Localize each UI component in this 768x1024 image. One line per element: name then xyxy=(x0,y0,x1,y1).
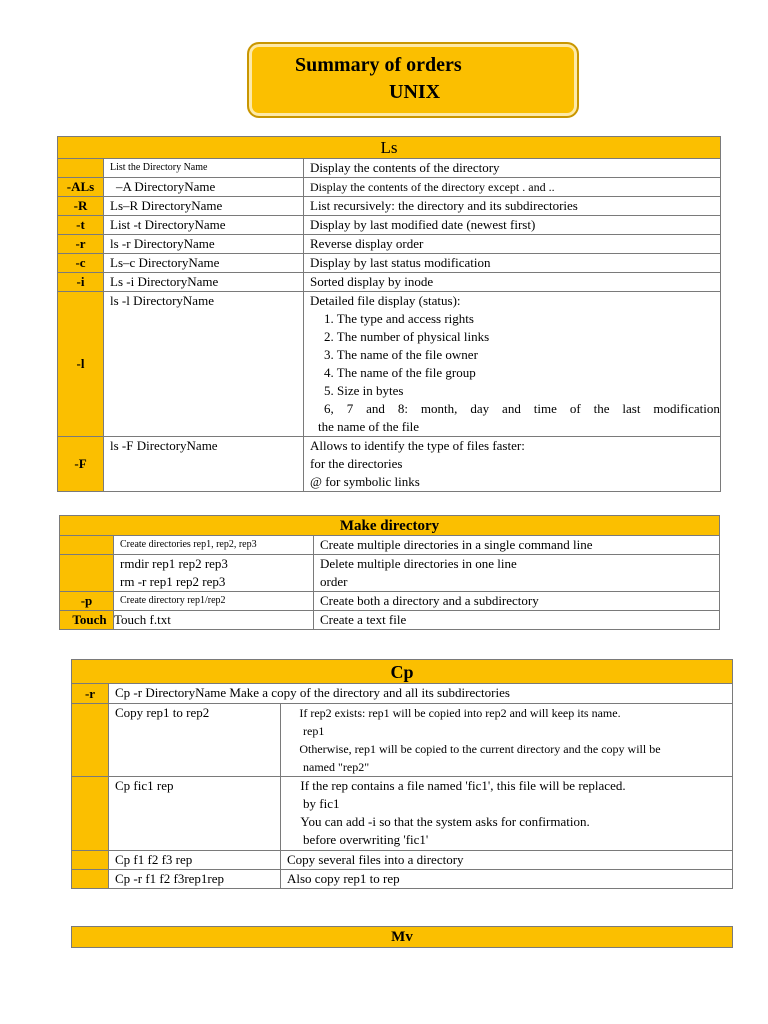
ls-table xyxy=(57,136,721,492)
mkdir-cmd-2: Create directory rep1/rep2 xyxy=(114,592,314,611)
mkdir-header: Make directory xyxy=(60,516,720,536)
w12: modification xyxy=(653,401,720,416)
w5: month, xyxy=(420,401,458,416)
ls-opt-0 xyxy=(58,159,104,178)
cp-fic-line-2: by fic1 xyxy=(303,796,340,811)
mkdir-cmd-1b: rm -r rep1 rep2 rep3 xyxy=(120,574,226,589)
ls-cmd-6: Ls -i DirectoryName xyxy=(104,273,304,292)
cp-opt-blank-2 xyxy=(72,777,109,851)
w10: the xyxy=(593,401,610,416)
w8: time xyxy=(533,401,557,416)
mkdir-desc-1b: order xyxy=(320,574,348,589)
ls-l-item-6-cont: the name of the file xyxy=(318,419,420,434)
mkdir-opt-1 xyxy=(60,555,114,592)
cp-desc-0: Copy several files into a directory xyxy=(281,851,733,870)
cp-opt-blank-4 xyxy=(72,870,109,889)
cp-table xyxy=(71,659,733,889)
cp-fic-line-3: You can add -i so that the system asks for confirmation. xyxy=(287,814,577,829)
cp-desc-1: Also copy rep1 to rep xyxy=(281,870,733,889)
mkdir-opt-0 xyxy=(60,536,114,555)
ls-opt-4: -r xyxy=(58,235,104,254)
page-title: Summary of orders xyxy=(295,54,462,76)
cp-cmd-copy: Copy rep1 to rep2 xyxy=(109,704,281,777)
ls-cmd-2: Ls–R DirectoryName xyxy=(104,197,304,216)
w9: of xyxy=(569,401,581,416)
cp-copy-line-4: named "rep2" xyxy=(303,760,370,774)
ls-opt-l: -l xyxy=(58,292,104,437)
ls-opt-6: -i xyxy=(58,273,104,292)
mkdir-cmd-1a: rmdir rep1 rep2 rep3 xyxy=(120,556,228,571)
ls-l-item-1: 1. The type and access rights xyxy=(324,311,474,326)
mkdir-opt-2: -p xyxy=(60,592,114,611)
ls-F-line-3: @ for symbolic links xyxy=(310,474,420,489)
cp-desc-copy xyxy=(281,704,733,777)
mkdir-desc-3: Create a text file xyxy=(314,611,720,630)
mkdir-desc-1 xyxy=(314,555,720,592)
ls-desc-5: Display by last status modification xyxy=(304,254,721,273)
ls-cmd-F: ls -F DirectoryName xyxy=(104,437,304,492)
cp-copy-line-2: rep1 xyxy=(303,724,325,738)
ls-l-intro: Detailed file display (status): xyxy=(310,293,461,308)
cp-opt-blank-1 xyxy=(72,704,109,777)
cp-copy-line-3: Otherwise, rep1 will be copied to the current directory and the copy will be xyxy=(287,742,649,756)
ls-opt-1: -ALs xyxy=(58,178,104,197)
ls-cmd-l: ls -l DirectoryName xyxy=(104,292,304,437)
ls-F-line-2: for the directories xyxy=(310,456,403,471)
mkdir-desc-2: Create both a directory and a subdirectory xyxy=(314,592,720,611)
w2: 7 xyxy=(346,401,354,416)
ls-l-item-3: 3. The name of the file owner xyxy=(324,347,478,362)
ls-opt-2: -R xyxy=(58,197,104,216)
ls-l-item-4: 4. The name of the file group xyxy=(324,365,476,380)
mkdir-table xyxy=(59,515,720,630)
w7: and xyxy=(502,401,521,416)
ls-desc-1: Display the contents of the directory except . and .. xyxy=(304,178,721,197)
ls-cmd-1: –A DirectoryName xyxy=(104,178,304,197)
mkdir-desc-0: Create multiple directories in a single command line xyxy=(314,536,720,555)
cp-header: Cp xyxy=(72,660,733,684)
w4: 8: xyxy=(397,401,408,416)
ls-desc-2: List recursively: the directory and its subdirectories xyxy=(304,197,721,216)
ls-desc-3: Display by last modified date (newest first) xyxy=(304,216,721,235)
w3: and xyxy=(366,401,385,416)
ls-opt-3: -t xyxy=(58,216,104,235)
mkdir-opt-3: Touch xyxy=(60,611,114,630)
mv-table xyxy=(71,926,733,948)
mv-header: Mv xyxy=(72,927,733,948)
ls-cmd-5: Ls–c DirectoryName xyxy=(104,254,304,273)
cp-desc-fic xyxy=(281,777,733,851)
ls-F-line-1: Allows to identify the type of files faster: xyxy=(310,438,525,453)
ls-desc-6: Sorted display by inode xyxy=(304,273,721,292)
ls-desc-0: Display the contents of the directory xyxy=(304,159,721,178)
w1: 6, xyxy=(324,401,334,416)
mkdir-cmd-0: Create directories rep1, rep2, rep3 xyxy=(114,536,314,555)
title-box xyxy=(247,42,579,118)
cp-cmd-1: Cp -r f1 f2 f3rep1rep xyxy=(109,870,281,889)
mkdir-cmd-1 xyxy=(114,555,314,592)
cp-r-text: Cp -r DirectoryName Make a copy of the directory and all its subdirectories xyxy=(109,684,733,704)
ls-cmd-3: List -t DirectoryName xyxy=(104,216,304,235)
ls-opt-F: -F xyxy=(58,437,104,492)
ls-cmd-0: List the Directory Name xyxy=(104,159,304,178)
ls-desc-F xyxy=(304,437,721,492)
ls-desc-4: Reverse display order xyxy=(304,235,721,254)
ls-cmd-4: ls -r DirectoryName xyxy=(104,235,304,254)
cp-fic-line-4: before overwriting 'fic1' xyxy=(303,832,429,847)
page-subtitle: UNIX xyxy=(389,81,441,103)
cp-cmd-fic: Cp fic1 rep xyxy=(109,777,281,851)
ls-l-item-2: 2. The number of physical links xyxy=(324,329,490,344)
ls-header: Ls xyxy=(58,137,721,159)
mkdir-cmd-3: Touch f.txt xyxy=(114,611,314,630)
w11: last xyxy=(622,401,641,416)
ls-l-item-6 xyxy=(310,400,720,418)
ls-l-item-5: 5. Size in bytes xyxy=(324,383,404,398)
ls-opt-5: -c xyxy=(58,254,104,273)
ls-desc-l xyxy=(304,292,721,437)
w6: day xyxy=(470,401,490,416)
cp-opt-blank-3 xyxy=(72,851,109,870)
cp-fic-line-1: If the rep contains a file named 'fic1', this file will be replaced. xyxy=(287,778,613,793)
cp-copy-line-1: If rep2 exists: rep1 will be copied into rep2 and will keep its name. xyxy=(287,706,609,720)
cp-opt-r: -r xyxy=(72,684,109,704)
cp-cmd-0: Cp f1 f2 f3 rep xyxy=(109,851,281,870)
mkdir-desc-1a: Delete multiple directories in one line xyxy=(320,556,517,571)
